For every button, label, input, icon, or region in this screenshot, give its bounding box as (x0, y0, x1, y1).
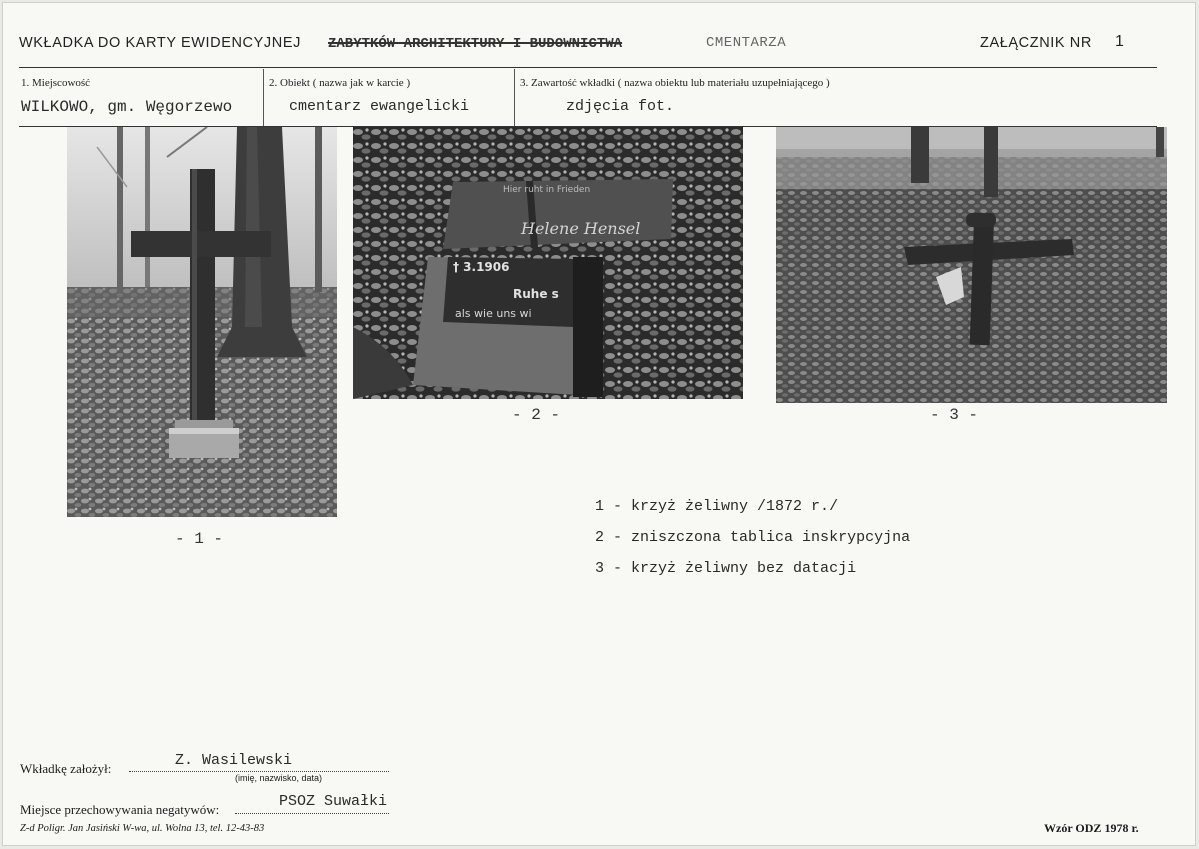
legend-item-2: 2 - zniszczona tablica inskrypcyjna (595, 529, 911, 546)
attachment-label: ZAŁĄCZNIK NR (980, 35, 1092, 51)
locality-value: WILKOWO, gm. Węgorzewo (21, 98, 233, 116)
locality-label: 1. Miejscowość (21, 77, 91, 89)
author-label: Wkładkę założył: (20, 761, 112, 776)
photo-3 (776, 127, 1167, 403)
legend-item-1-num: 1 (595, 498, 605, 515)
legend (595, 497, 910, 590)
object-label: 2. Obiekt ( nazwa jak w karcie ) (269, 77, 411, 89)
photo-1-caption: - 1 - (175, 530, 224, 548)
content-label: 3. Zawartość wkładki ( nazwa obiektu lub materiału uzupełniającego ) (520, 77, 830, 89)
header-title-struck: ZABYTKÓW ARCHITEKTURY I BUDOWNICTWA (328, 36, 623, 52)
printer-note: Z-d Poligr. Jan Jasiński W-wa, ul. Wolna 13, tel. 12-43-83 (20, 823, 265, 834)
photo-2-caption: - 2 - (512, 406, 561, 424)
tablet-line-2: Helene Hensel (521, 219, 641, 238)
document-sheet (2, 2, 1196, 846)
author-dotline (129, 771, 389, 772)
legend-item-3: 3 - krzyż żeliwny bez datacji (595, 560, 857, 577)
form-version: Wzór ODZ 1978 r. (1044, 821, 1139, 835)
legend-item-3-num: 3 (595, 560, 605, 577)
object-value: cmentarz ewangelicki (289, 98, 470, 115)
photo-1-image (67, 127, 337, 517)
header-rule-top (19, 67, 1157, 68)
author-value: Z. Wasilewski (175, 752, 293, 769)
field-divider-1 (263, 69, 264, 127)
header-title-prefix: WKŁADKA DO KARTY EWIDENCYJNEJ (19, 35, 301, 51)
author-hint: (imię, nazwisko, data) (235, 773, 323, 783)
tablet-line-4: Ruhe s (513, 287, 559, 301)
attachment-number: 1 (1115, 33, 1125, 50)
storage-label: Miejsce przechowywania negatywów: (20, 802, 220, 817)
tablet-line-5: als wie uns wi (455, 307, 532, 320)
legend-item-2-num: 2 (595, 529, 605, 546)
storage-dotline (235, 813, 389, 814)
photo-3-caption: - 3 - (930, 406, 979, 424)
photo-1 (67, 127, 337, 517)
tablet-line-1: Hier ruht in Frieden (503, 185, 591, 195)
header-title-typed: CMENTARZA (706, 35, 787, 51)
field-divider-2 (514, 69, 515, 127)
storage-value: PSOZ Suwałki (279, 793, 388, 810)
photo-2-image (353, 127, 743, 399)
content-value: zdjęcia fot. (566, 98, 675, 115)
legend-item-1-text: krzyż żeliwny /1872 r./ (631, 498, 839, 515)
photo-3-image (776, 127, 1167, 403)
tablet-line-3: † 3.1906 (453, 260, 510, 274)
legend-item-2-text: zniszczona tablica inskrypcyjna (631, 529, 911, 546)
photo-2 (353, 127, 743, 399)
legend-item-3-text: krzyż żeliwny bez datacji (631, 560, 857, 577)
legend-item-1: 1 - krzyż żeliwny /1872 r./ (595, 498, 839, 515)
